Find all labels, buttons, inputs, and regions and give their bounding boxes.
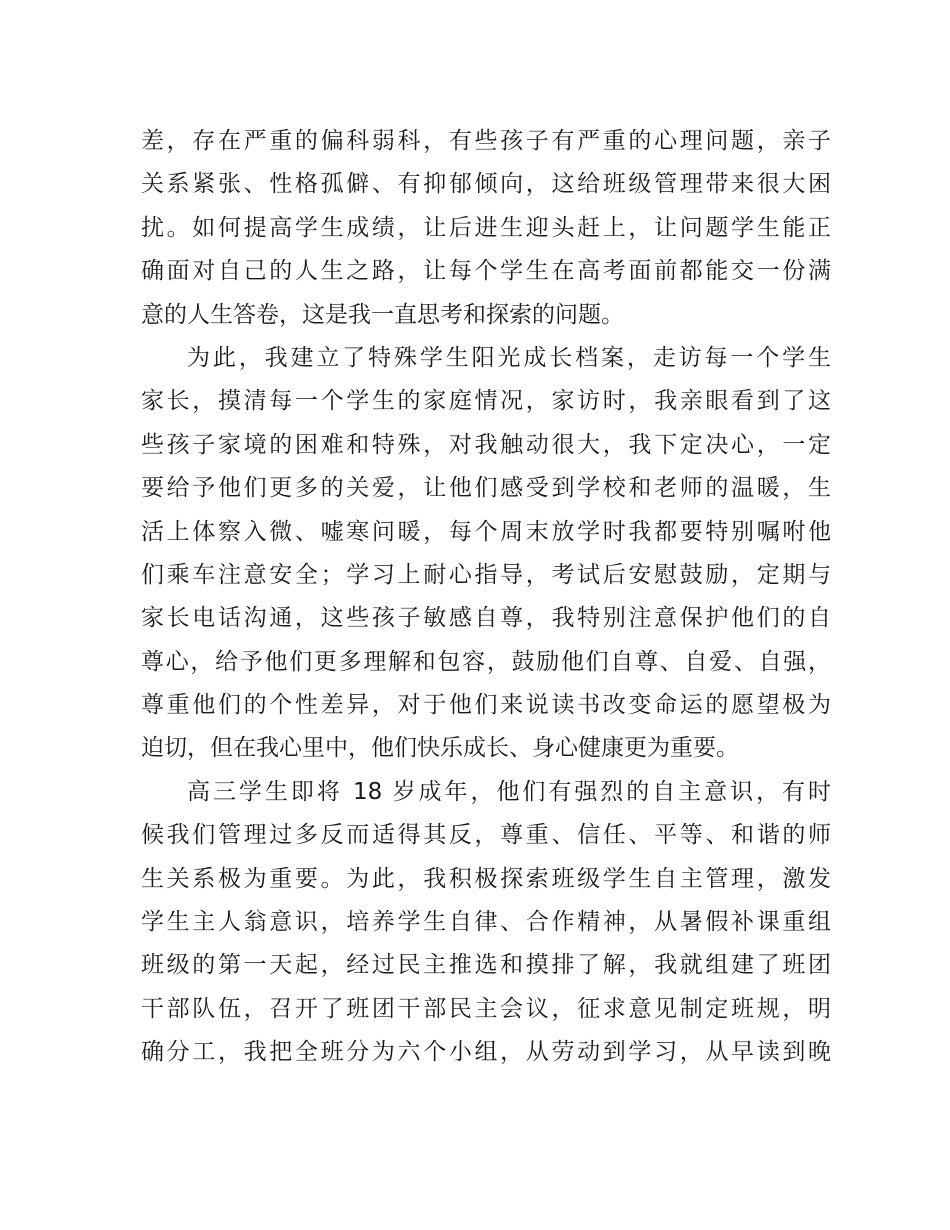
text-line: 迫切，但在我心里中，他们快乐成长、身心健康更为重要。: [141, 735, 739, 762]
text-line: 些孩子家境的困难和特殊，对我触动很大，我下定决心，一定: [141, 431, 831, 458]
body-text: [141, 120, 831, 1075]
text-line: 扰。如何提高学生成绩，让后进生迎头赶上，让问题学生能正: [141, 214, 831, 241]
text-line: 要给予他们更多的关爱，让他们感受到学校和老师的温暖，生: [141, 475, 831, 502]
text-line: 关系紧张、性格孤僻、有抑郁倾向，这给班级管理带来很大困: [141, 171, 831, 198]
paragraph-2: [141, 337, 831, 771]
text-line: 干部队伍，召开了班团干部民主会议，征求意见制定班规，明: [141, 995, 831, 1022]
text-line: 家长，摸清每一个学生的家庭情况，家访时，我亲眼看到了这: [141, 388, 831, 415]
text-line: 为此，我建立了特殊学生阳光成长档案，走访每一个学生: [187, 344, 831, 371]
text-line: 家长电话沟通，这些孩子敏感自尊，我特别注意保护他们的自: [141, 605, 831, 632]
text-line: 尊心，给予他们更多理解和包容，鼓励他们自尊、自爱、自强，: [141, 648, 831, 675]
text-line: 活上体察入微、嘘寒问暖，每个周末放学时我都要特别嘱咐他: [141, 518, 831, 545]
text-line: 意的人生答卷，这是我一直思考和探索的问题。: [141, 301, 624, 328]
text-line: 学生主人翁意识，培养学生自律、合作精神，从暑假补课重组: [141, 909, 831, 936]
text-line: 班级的第一天起，经过民主推选和摸排了解，我就组建了班团: [141, 952, 831, 979]
text-line: 们乘车注意安全；学习上耐心指导，考试后安慰鼓励，定期与: [141, 561, 831, 588]
text-line: 尊重他们的个性差异，对于他们来说读书改变命运的愿望极为: [141, 692, 831, 719]
text-line: 候我们管理过多反而适得其反，尊重、信任、平等、和谐的师: [141, 822, 831, 849]
paragraph-3: [141, 771, 831, 1075]
text-line: 高三学生即将 18 岁成年，他们有强烈的自主意识，有时: [187, 778, 831, 805]
text-line: 确面对自己的人生之路，让每个学生在高考面前都能交一份满: [141, 258, 831, 285]
text-line: 确分工，我把全班分为六个小组，从劳动到学习，从早读到晚: [141, 1039, 831, 1066]
paragraph-1: [141, 120, 831, 337]
text-line: 差，存在严重的偏科弱科，有些孩子有严重的心理问题，亲子: [141, 128, 831, 154]
text-line: 生关系极为重要。为此，我积极探索班级学生自主管理，激发: [141, 865, 831, 892]
